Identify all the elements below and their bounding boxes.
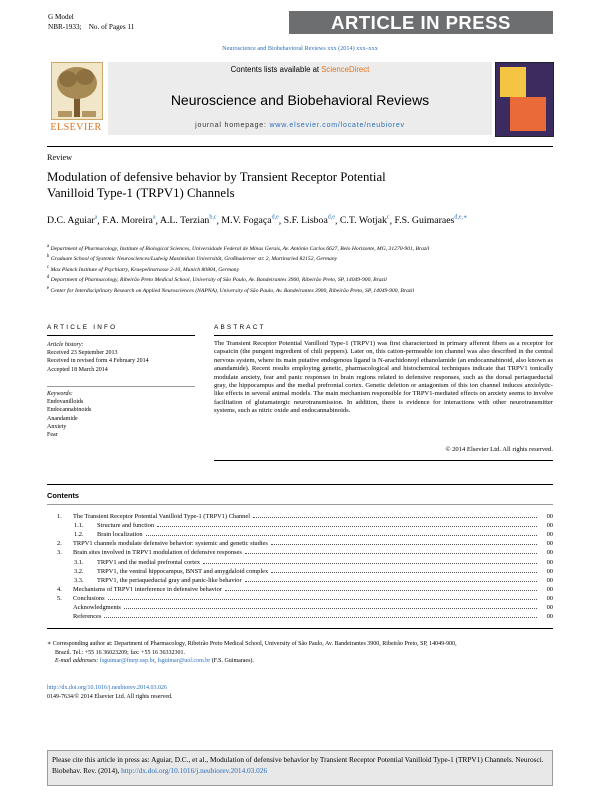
cite-prefix: Please cite this article in press as: Aguiar, D.C., et al., Modulation of defensive behavior by Transient Receptor Potential Vanilloid Type-1 (TRPV1) Channels. Neurosci. Biobehav. Rev. (2014), [52,755,544,775]
toc-leader-dots [104,612,537,618]
author[interactable]: F.A. Moreira$^a$ [102,215,156,227]
cite-doi-link[interactable]: http://dx.doi.org/10.1016/j.neubiorev.2014.03.026 [121,765,268,775]
affiliation-list [47,243,507,295]
cover-art-block [510,97,546,131]
toc-entry[interactable] [74,558,553,567]
keywords-block [47,390,195,439]
author[interactable]: A.L. Terzian$^{b,c}$ [159,215,217,227]
toc-number: 1.2. [74,531,84,539]
toc-title[interactable]: Brain sites involved in TRPV1 modulation of defensive responses [73,549,242,557]
email-separator: , [154,658,158,665]
author[interactable]: C.T. Wotjak$^c$ [339,215,390,227]
toc-title[interactable]: Acknowledgments [73,604,121,611]
toc-number: 1.1. [74,522,84,530]
toc-leader-dots [203,558,537,564]
article-type: Review [47,153,73,162]
g-model-label [48,12,134,32]
toc-number: 5. [57,594,62,602]
toc-title[interactable]: TRPV1 channels modulate defensive behavior: systemic and genetic studies [73,540,268,548]
article-info-rule [47,335,195,336]
homepage-link[interactable]: www.elsevier.com/locate/neubiorev [269,122,405,129]
toc-entry[interactable] [74,521,553,530]
title-line-1: Modulation of defensive behavior by Transient Receptor Potential [47,170,386,184]
affiliation: $^d$ Department of Pharmacology, Ribeirão Preto Medical School, University of São Paulo, Av. Bandeirantes 3900, Ribeirão Preto, SP, 14049-900, Brazil [47,275,387,284]
copyright-line: © 2014 Elsevier Ltd. All rights reserved. [445,446,553,453]
title-line-2: Vanilloid Type-1 (TRPV1) Channels [47,186,235,200]
article-info-heading: ARTICLE INFO [47,324,118,331]
contents-bottom-rule [47,628,553,629]
toc-page-number: 00 [546,513,553,520]
email-label: E-mail addresses: [55,658,100,665]
journal-title[interactable]: Neuroscience and Biobehavioral Reviews [170,92,430,108]
toc-title[interactable]: TRPV1, the ventral hippocampus, BNST and amygdaloid complex [97,567,269,575]
toc-entry[interactable] [57,539,553,548]
toc-leader-dots [146,530,537,536]
toc-leader-dots [245,576,537,582]
keywords-rule [47,386,195,387]
toc-entry[interactable] [73,612,553,621]
history-label: Article history: [47,342,84,348]
toc-entry[interactable] [73,603,553,612]
toc-number: 1. [57,513,62,520]
email-link[interactable]: fsguimar@fmrp.usp.br [99,658,155,665]
toc-leader-dots [271,539,537,545]
toc-leader-dots [271,567,537,573]
received-date: Received 23 September 2013 [47,350,118,357]
email-line [47,657,553,666]
toc-page-number: 00 [546,549,553,557]
toc-page-number: 00 [546,567,553,575]
elsevier-logo[interactable] [47,59,105,137]
homepage-prefix: journal homepage: [195,122,270,129]
keyword: Fear [47,432,58,439]
cover-art-block [500,67,526,97]
toc-leader-dots [253,512,537,518]
toc-page-number: 00 [546,604,553,611]
toc-entry[interactable] [74,576,553,585]
toc-leader-dots [245,548,537,554]
keyword: Anandamide [47,415,78,422]
keyword: Endocannabinoids [47,407,92,414]
keywords-label: Keywords: [47,391,73,397]
corr-line-2: Brazil. Tel.: +55 16 36023209; fax: +55 16 36332301. [55,649,186,656]
toc-page-number: 00 [546,558,553,566]
toc-title[interactable]: References [73,613,102,621]
elsevier-wordmark: ELSEVIER [50,122,102,133]
revised-date: Received in revised form 4 February 2014 [47,358,149,365]
abstract-bottom-rule [214,460,553,461]
g-model-text: G Model [48,13,74,21]
page-count: No. of Pages 11 [88,23,135,31]
author-list: D.C. Aguiar$^a$, F.A. Moreira$^a$, A.L. Terzian$^{b,c}$, M.V. Fogaça$^{d,e}$, S.F. Lisboa$^{d,e}$, C.T. Wotjak$^c$, F.S. Guimaraes$^{d,e,∗}$ [47,215,468,227]
toc-entry[interactable] [57,594,553,603]
toc-entry[interactable] [57,512,553,521]
toc-title[interactable]: Brain localization [97,531,143,539]
abstract-text: The Transient Receptor Potential Vanilloid Type-1 (TRPV1) was first characterized in primary afferent fibers as a receptor for capsaicin (the pungent ingredient of chili peppers). Later on, this cation-permeable ion channel was also described in the central nervous system, where its main putative endogenous ligand is N-arachidonoyl ethanolamide (an endocannabinoid, also known as anandamide). Recent results employing genetic, pharmacological and histochemical techniques indicate that TRPV1 tonically modulate anxiety, fear and panic responses in brain regions related to defensive responses, such as the dorsal periaqueductal gray, the hippocampus and the medial prefrontal cortex. Genetic deletion or antagonism of this ion channel induces anxiolytic-like effects in several animal models. The main mechanism responsible for TRPV1-mediated effects on anxiety seems to involve facilitation of glutamatergic neurotransmission. In addition, there is evidence for interactions with other neurotransmitter systems, such as nitric oxide and endocannabinoids. [214,340,553,415]
abstract-rule [214,335,553,336]
abstract-heading: ABSTRACT [214,324,266,331]
toc-page-number: 00 [546,576,553,584]
toc-number: 2. [57,540,62,548]
elsevier-tree-icon [51,62,103,120]
article-in-press-banner: ARTICLE IN PRESS [289,11,553,34]
toc-number: 4. [57,585,62,593]
toc-title[interactable]: TRPV1, the periaqueductal gray and panic-like behavior [97,576,242,584]
toc-title[interactable]: Conclusions [73,594,105,602]
ref-pages-line [48,22,134,32]
contents-heading-rule [47,504,553,505]
affiliation: $^a$ Department of Pharmacology, Institute of Biological Sciences, Universidade Federal de Minas Gerais, Av. Antônio Carlos 6627, Belo Horizonte, MG, 31270-901, Brazil [47,244,430,252]
doi-link[interactable]: http://dx.doi.org/10.1016/j.neubiorev.2014.03.026 [47,685,167,691]
toc-page-number: 00 [546,531,553,539]
toc-entry[interactable] [57,585,553,594]
article-history [47,341,195,374]
toc-title[interactable]: Mechanisms of TRPV1 interference in defensive behavior [73,585,222,593]
toc-number: 3.3. [74,576,84,584]
toc-title[interactable]: Structure and function [97,522,155,530]
ref-code: NBR-1933; [48,23,82,31]
toc-title[interactable]: The Transient Receptor Potential Vanilloid Type-1 (TRPV1) Channel [73,513,250,520]
toc-leader-dots [225,585,537,591]
author[interactable]: M.V. Fogaça$^{d,e}$ [221,215,279,227]
toc-entry[interactable] [74,530,553,539]
toc-page-number: 00 [546,585,553,593]
toc-leader-dots [124,603,537,609]
header-rule [47,146,553,147]
contents-heading: Contents [47,491,80,500]
cite-text [52,755,548,776]
toc-page-number: 00 [546,613,553,621]
affiliation: $^e$ Center for Interdisciplinary Research on Applied Neurosciences (NAPNA), University of São Paulo, Av. Bandeirantes 3900, Ribeirão Preto, SP, 14049-900, Brazil [47,285,415,294]
corr-line-1: ∗ Corresponding author at: Department of Pharmacology, Ribeirão Preto Medical School, University of São Paulo, Av. Bandeirantes 3900, Ribeirão Preto, SP, 14049-900, [47,641,457,647]
article-title [47,169,487,201]
toc-entry[interactable] [74,567,553,576]
affiliation: $^b$ Graduate School of Systemic Neurosciences/Ludwig Maximilian Universität, Großhaderner str. 2, Martinsried 82152, Germany [47,254,338,263]
toc-page-number: 00 [546,594,553,602]
accepted-date: Accepted 18 March 2014 [47,366,108,373]
author[interactable]: S.F. Lisboa$^{d,e}$ [283,215,335,227]
contents-prefix: Contents lists available at [230,65,322,74]
email-suffix: (F.S. Guimaraes). [210,658,254,665]
toc-entry[interactable] [57,548,553,557]
sciencedirect-link[interactable]: ScienceDirect [321,65,370,74]
toc-number: 3. [57,549,62,557]
keyword: Endovanilloids [47,399,84,406]
journal-citation-link[interactable]: Neuroscience and Biobehavioral Reviews xxx (2014) xxx–xxx [222,45,378,52]
toc-page-number: 00 [546,540,553,548]
journal-homepage-line [108,122,492,129]
issn-line: 0149-7634/© 2014 Elsevier Ltd. All rights reserved. [47,694,173,700]
toc-leader-dots [108,594,537,600]
author[interactable]: F.S. Guimaraes$^{d,e,∗}$ [394,215,468,227]
toc-page-number: 00 [546,522,553,530]
toc-number: 3.2. [74,567,84,575]
toc-number: 3.1. [74,558,84,566]
affiliation: $^c$ Max Planck Institute of Psychiatry, Kraepelinstrasse 2-10, Munich 80804, Germany [47,264,240,273]
corresponding-author-note [47,640,553,666]
toc-title[interactable]: TRPV1 and the medial prefrontal cortex [97,558,201,566]
toc-leader-dots [157,521,537,527]
author[interactable]: D.C. Aguiar$^a$ [47,215,98,227]
keyword: Anxiety [47,423,67,430]
journal-cover-thumbnail[interactable] [495,62,554,137]
email-link[interactable]: fsguimar@uol.com.br [157,658,211,665]
contents-top-rule [47,484,553,485]
contents-available-line [108,65,492,74]
